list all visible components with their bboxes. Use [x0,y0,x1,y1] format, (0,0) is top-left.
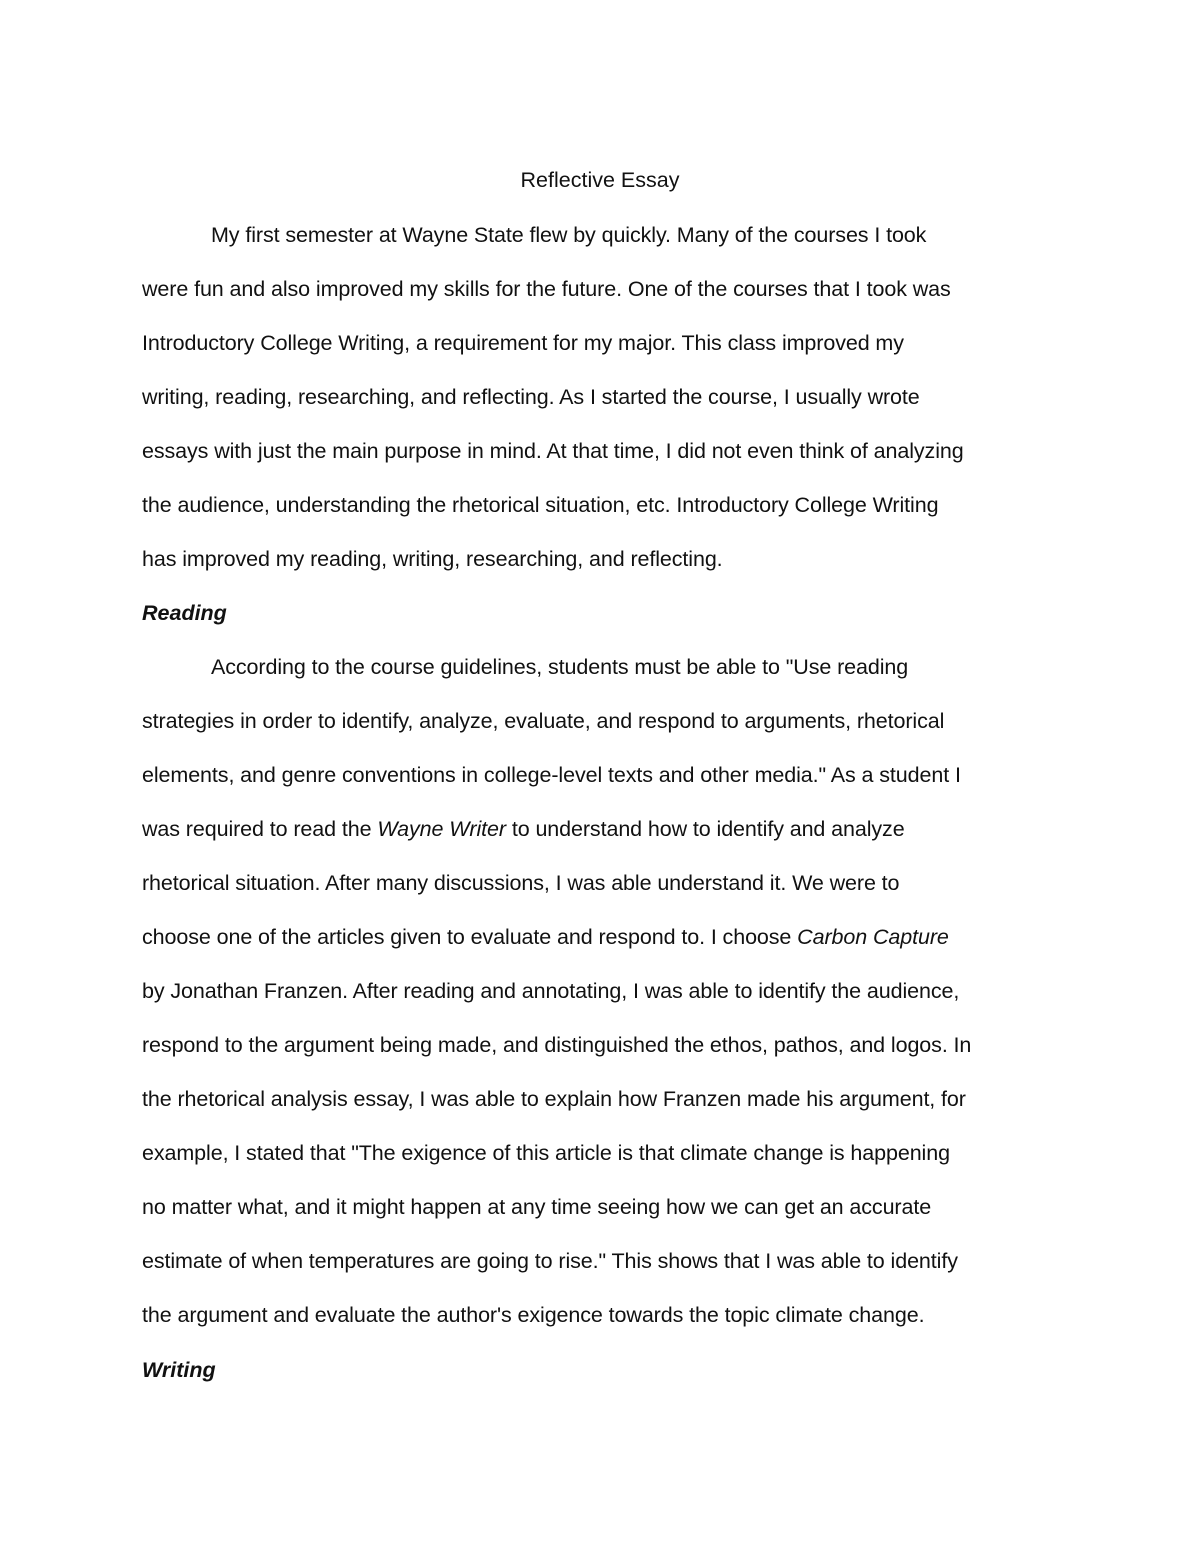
reading-line-12: estimate of when temperatures are going to rise." This shows that I was able to identify [142,1249,958,1273]
reading-line-7: by Jonathan Franzen. After reading and annotating, I was able to identify the audience, [142,979,960,1003]
reading-line-5: rhetorical situation. After many discussions, I was able understand it. We were to [142,871,900,895]
reading-line-3: elements, and genre conventions in college-level texts and other media." As a student I [142,763,961,787]
intro-line-4: writing, reading, researching, and reflecting. As I started the course, I usually wrote [142,385,920,409]
intro-line-2: were fun and also improved my skills for the future. One of the courses that I took was [142,277,951,301]
reading-line-8: respond to the argument being made, and distinguished the ethos, pathos, and logos. In [142,1033,972,1057]
reading-line-1: According to the course guidelines, students must be able to "Use reading [211,655,909,679]
intro-line-7: has improved my reading, writing, researching, and reflecting. [142,547,723,571]
reading-line-6-start: choose one of the articles given to evaluate and respond to. I choose [142,925,798,949]
book-title-wayne-writer: Wayne Writer [377,817,506,841]
reading-line-4 [142,815,905,843]
reading-line-2: strategies in order to identify, analyze, evaluate, and respond to arguments, rhetorical [142,709,945,733]
section-heading-writing: Writing [142,1358,216,1382]
reading-line-10: example, I stated that "The exigence of this article is that climate change is happening [142,1141,950,1165]
intro-line-6: the audience, understanding the rhetorical situation, etc. Introductory College Writing [142,493,939,517]
section-heading-reading: Reading [142,601,227,625]
intro-line-5: essays with just the main purpose in mind. At that time, I did not even think of analyzing [142,439,964,463]
intro-line-1: My first semester at Wayne State flew by quickly. Many of the courses I took [211,223,927,247]
reading-line-6 [142,923,949,951]
reading-line-4-end: to understand how to identify and analyze [505,817,905,841]
intro-line-3: Introductory College Writing, a requirement for my major. This class improved my [142,331,904,355]
reading-line-4-start: was required to read the [142,817,378,841]
reading-line-11: no matter what, and it might happen at any time seeing how we can get an accurate [142,1195,932,1219]
reading-line-13: the argument and evaluate the author's exigence towards the topic climate change. [142,1303,925,1327]
page-title: Reflective Essay [520,168,680,192]
article-title-carbon-capture: Carbon Capture [797,925,949,949]
reading-line-9: the rhetorical analysis essay, I was able to explain how Franzen made his argument, for [142,1087,966,1111]
